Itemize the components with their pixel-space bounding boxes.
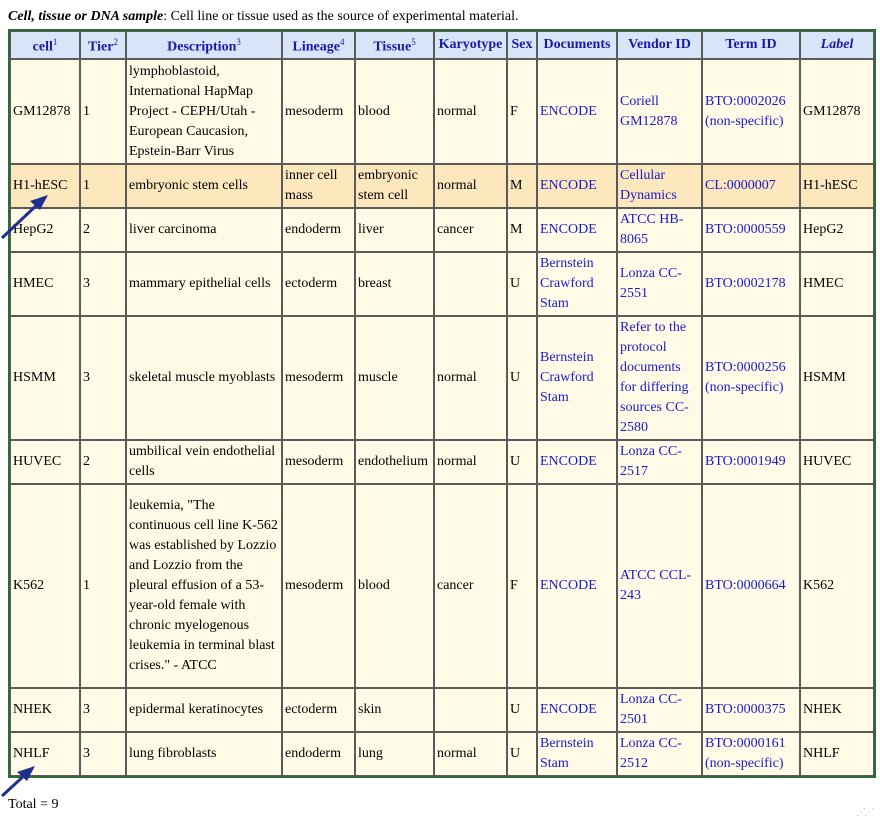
cell-karyotype: cancer (434, 208, 507, 252)
cell-lineage: endoderm (282, 732, 355, 776)
cell-documents (537, 484, 617, 688)
cell-lineage: ectoderm (282, 688, 355, 732)
sort-order-1: 1 (52, 37, 58, 48)
cell-tier: 1 (80, 164, 126, 208)
cell-term-id (702, 484, 800, 688)
cell-tissue: blood (355, 59, 434, 164)
cell-tissue: skin (355, 688, 434, 732)
cell-tier: 3 (80, 252, 126, 316)
cell-documents (537, 208, 617, 252)
term-link[interactable]: BTO:0001949 (705, 454, 786, 469)
documents-link[interactable]: ENCODE (540, 578, 597, 593)
vendor-link[interactable]: Lonza CC-2517 (620, 444, 682, 479)
caption-text: : Cell line or tissue used as the source of experimental material. (163, 9, 519, 24)
cell-sex: F (507, 484, 537, 688)
table-row (10, 208, 874, 252)
cell-vendor-id (617, 208, 702, 252)
cell-description: skeletal muscle myoblasts (126, 316, 282, 440)
cell-term-id (702, 59, 800, 164)
cell-term-id (702, 732, 800, 776)
term-link[interactable]: CL:0000007 (705, 178, 776, 193)
cell-sex: M (507, 164, 537, 208)
table-row (10, 316, 874, 440)
cell-description: embryonic stem cells (126, 164, 282, 208)
column-header-karyotype[interactable]: Karyotype (434, 31, 507, 59)
cell-name: HepG2 (10, 208, 80, 252)
cell-name: NHEK (10, 688, 80, 732)
caption-label: Cell, tissue or DNA sample (8, 9, 164, 24)
cell-lineage: inner cell mass (282, 164, 355, 208)
cell-description: epidermal keratinocytes (126, 688, 282, 732)
table-caption (8, 9, 519, 25)
vendor-link[interactable]: Cellular Dynamics (620, 168, 677, 203)
cell-label: HMEC (800, 252, 874, 316)
documents-link[interactable]: ENCODE (540, 222, 597, 237)
cell-karyotype: normal (434, 732, 507, 776)
cell-name: HUVEC (10, 440, 80, 484)
term-link[interactable]: BTO:0000559 (705, 222, 786, 237)
cell-tier: 1 (80, 59, 126, 164)
cell-tissue: embryonic stem cell (355, 164, 434, 208)
cell-vendor-id (617, 59, 702, 164)
cell-name: GM12878 (10, 59, 80, 164)
arrow-icon (0, 0, 1, 1)
term-link[interactable]: BTO:0002178 (705, 276, 786, 291)
cell-sex: U (507, 252, 537, 316)
vendor-link[interactable]: ATCC CCL-243 (620, 568, 692, 603)
cell-tissue: endothelium (355, 440, 434, 484)
table-row (10, 732, 874, 776)
cell-name: H1-hESC (10, 164, 80, 208)
cell-type-table (8, 29, 876, 778)
cell-term-id (702, 208, 800, 252)
cell-karyotype (434, 252, 507, 316)
cell-label: H1-hESC (800, 164, 874, 208)
cell-vendor-id (617, 732, 702, 776)
cell-lineage: mesoderm (282, 440, 355, 484)
cell-description: mammary epithelial cells (126, 252, 282, 316)
documents-link[interactable]: ENCODE (540, 454, 597, 469)
cell-documents (537, 59, 617, 164)
cell-tier: 3 (80, 732, 126, 776)
column-header-lineage[interactable]: Lineage$^4$ (282, 31, 355, 59)
cell-description: lymphoblastoid, International HapMap Project - CEPH/Utah - European Caucasion, Epstein-Barr Virus (126, 59, 282, 164)
cell-label: HepG2 (800, 208, 874, 252)
cell-name: K562 (10, 484, 80, 688)
table-row-highlighted (10, 164, 874, 208)
column-header-sex[interactable]: Sex (507, 31, 537, 59)
cell-sex: U (507, 440, 537, 484)
cell-label: HUVEC (800, 440, 874, 484)
cell-tier: 1 (80, 484, 126, 688)
cell-tissue: liver (355, 208, 434, 252)
term-link[interactable]: BTO:0000256 (non-specific) (705, 360, 786, 395)
vendor-link[interactable]: Lonza CC-2501 (620, 692, 682, 727)
cell-sex: M (507, 208, 537, 252)
term-link[interactable]: BTO:0000664 (705, 578, 786, 593)
column-header-documents[interactable]: Documents (537, 31, 617, 59)
column-header-tier[interactable]: Tier$^2$ (80, 31, 126, 59)
vendor-link[interactable]: Coriell GM12878 (620, 93, 678, 129)
cell-lineage: endoderm (282, 208, 355, 252)
term-link[interactable]: BTO:0002026 (non-specific) (705, 93, 786, 129)
cell-sex: U (507, 732, 537, 776)
cell-documents (537, 252, 617, 316)
cell-lineage: mesoderm (282, 316, 355, 440)
cell-tissue: blood (355, 484, 434, 688)
cell-tier: 2 (80, 440, 126, 484)
sort-order-2: 2 (113, 37, 118, 48)
documents-link[interactable]: ENCODE (540, 702, 597, 717)
column-header-vendor-id[interactable]: Vendor ID (617, 31, 702, 59)
cell-term-id (702, 440, 800, 484)
cell-karyotype: cancer (434, 484, 507, 688)
cell-description: liver carcinoma (126, 208, 282, 252)
cell-karyotype: normal (434, 59, 507, 164)
cell-label: K562 (800, 484, 874, 688)
cell-tier: 3 (80, 316, 126, 440)
cell-tissue: muscle (355, 316, 434, 440)
column-header-label[interactable]: Label (800, 31, 874, 59)
cell-documents (537, 732, 617, 776)
cell-name: NHLF (10, 732, 80, 776)
cell-tier: 2 (80, 208, 126, 252)
documents-link[interactable]: Bernstein Stam (540, 736, 594, 771)
cell-documents (537, 688, 617, 732)
vendor-link[interactable]: Refer to the protocol documents for differing sources CC-2580 (620, 320, 689, 435)
vendor-link[interactable]: Lonza CC-2512 (620, 736, 682, 771)
sort-order-4: 4 (339, 37, 345, 48)
cell-karyotype: normal (434, 440, 507, 484)
table-row (10, 252, 874, 316)
vendor-link[interactable]: Lonza CC-2551 (620, 266, 682, 301)
table-row (10, 440, 874, 484)
cell-documents (537, 440, 617, 484)
cell-name: HMEC (10, 252, 80, 316)
cell-label: NHEK (800, 688, 874, 732)
documents-link[interactable]: ENCODE (540, 103, 597, 119)
column-header-cell[interactable]: cell$^1$ (10, 31, 80, 59)
cell-description: umbilical vein endothelial cells (126, 440, 282, 484)
cell-vendor-id (617, 440, 702, 484)
vendor-link[interactable]: ATCC HB-8065 (620, 212, 684, 247)
cell-vendor-id (617, 688, 702, 732)
cell-lineage: mesoderm (282, 484, 355, 688)
cell-sex: U (507, 316, 537, 440)
sort-order-5: 5 (411, 37, 416, 48)
cell-lineage: mesoderm (282, 59, 355, 164)
cell-term-id (702, 252, 800, 316)
cell-label: HSMM (800, 316, 874, 440)
cell-label: NHLF (800, 732, 874, 776)
cell-documents (537, 316, 617, 440)
cell-term-id (702, 164, 800, 208)
cell-tissue: breast (355, 252, 434, 316)
cell-term-id (702, 688, 800, 732)
cell-tier: 3 (80, 688, 126, 732)
term-link[interactable]: BTO:0000161 (non-specific) (705, 736, 786, 771)
cell-sex: F (507, 59, 537, 164)
cell-vendor-id (617, 316, 702, 440)
cell-karyotype (434, 688, 507, 732)
table-row (10, 484, 874, 688)
documents-link[interactable]: ENCODE (540, 178, 597, 193)
cell-documents (537, 164, 617, 208)
cell-vendor-id (617, 252, 702, 316)
term-link[interactable]: BTO:0000375 (705, 702, 786, 717)
cell-sex: U (507, 688, 537, 732)
cell-karyotype: normal (434, 316, 507, 440)
cell-term-id (702, 316, 800, 440)
table-row (10, 688, 874, 732)
documents-link[interactable]: Bernstein Crawford Stam (540, 350, 594, 405)
cell-description: lung fibroblasts (126, 732, 282, 776)
sort-order-3: 3 (236, 37, 241, 48)
cell-vendor-id (617, 164, 702, 208)
column-header-term-id[interactable]: Term ID (702, 31, 800, 59)
total-count: Total = 9 (8, 797, 59, 812)
cell-tissue: lung (355, 732, 434, 776)
resize-grip-icon[interactable]: ⋰⋰ (856, 807, 872, 818)
cell-name: HSMM (10, 316, 80, 440)
cell-lineage: ectoderm (282, 252, 355, 316)
cell-vendor-id (617, 484, 702, 688)
cell-description: leukemia, "The continuous cell line K-562 was established by Lozzio and Lozzio from the pleural effusion of a 53-year-old female with chronic myelogenous leukemia in terminal blast crises." - ATCC (126, 484, 282, 688)
cell-karyotype: normal (434, 164, 507, 208)
table-row (10, 59, 874, 164)
cell-label: GM12878 (800, 59, 874, 164)
header-row (10, 31, 874, 59)
documents-link[interactable]: Bernstein Crawford Stam (540, 256, 594, 311)
column-header-description[interactable]: Description$^3$ (126, 31, 282, 59)
column-header-tissue[interactable]: Tissue$^5$ (355, 31, 434, 59)
